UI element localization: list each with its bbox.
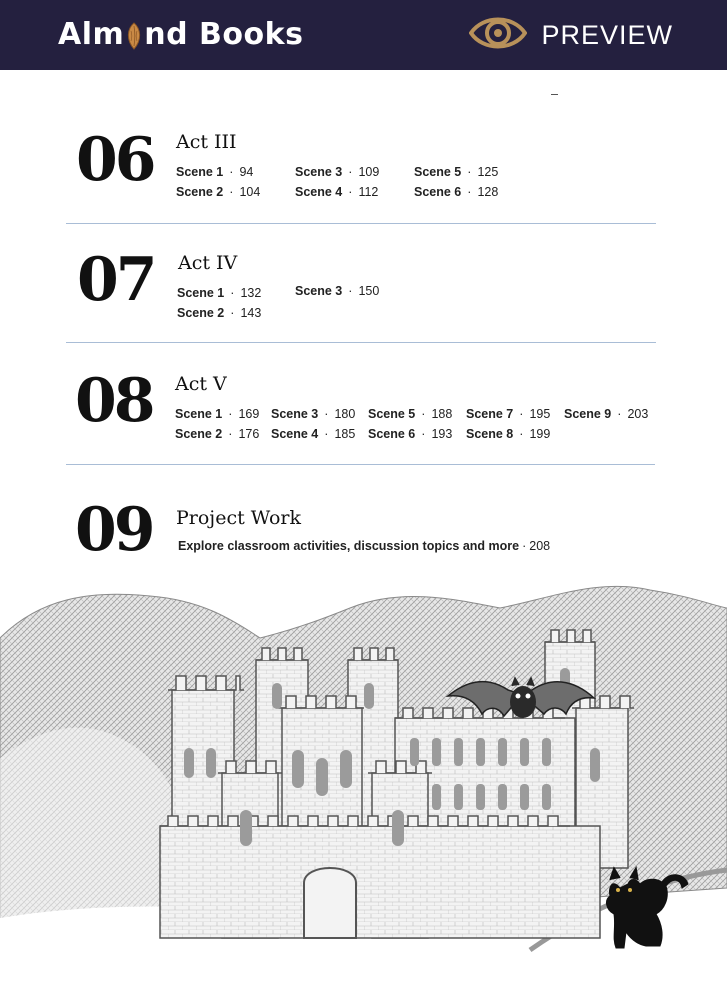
section-title[interactable]: Act IV xyxy=(178,252,238,274)
toc-entry[interactable]: Scene 2 · 104 xyxy=(176,185,261,199)
section-divider xyxy=(66,223,656,224)
entry-name: Scene 3 xyxy=(271,407,319,421)
section-number: 09 xyxy=(75,495,153,565)
entry-page: 94 xyxy=(239,165,254,179)
toc-entry[interactable]: Scene 5 · 125 xyxy=(414,165,499,179)
toc-entry[interactable]: Scene 5 · 188 xyxy=(368,407,453,421)
toc-entry[interactable]: Scene 6 · 128 xyxy=(414,185,499,199)
entry-page: 185 xyxy=(334,427,356,441)
entry-page: 199 xyxy=(529,427,551,441)
entry-name: Scene 6 xyxy=(414,185,462,199)
entry-name: Scene 2 xyxy=(177,306,225,320)
preview-badge[interactable] xyxy=(469,12,673,58)
preview-label: PREVIEW xyxy=(541,19,673,50)
toc-entry[interactable]: Scene 3 · 109 xyxy=(295,165,380,179)
toc-entry[interactable]: Scene 4 · 185 xyxy=(271,427,356,441)
toc-entry[interactable]: Scene 2 · 143 xyxy=(177,306,262,320)
toc-entry[interactable]: Scene 3 · 180 xyxy=(271,407,356,421)
entry-page: 150 xyxy=(358,284,380,298)
entry-name: Scene 4 xyxy=(271,427,319,441)
entry-description: Explore classroom activities, discussion topics and more xyxy=(178,539,520,553)
toc-entry[interactable]: Scene 9 · 203 xyxy=(564,407,649,421)
entry-name: Scene 1 xyxy=(177,286,225,300)
toc-entry[interactable]: Scene 8 · 199 xyxy=(466,427,551,441)
header-bar xyxy=(0,0,727,70)
brand-logo[interactable] xyxy=(58,14,303,54)
section-number: 08 xyxy=(75,366,153,436)
section-number: 07 xyxy=(77,245,155,315)
entry-name: Scene 7 xyxy=(466,407,514,421)
entry-name: Scene 9 xyxy=(564,407,612,421)
entry-page: 176 xyxy=(238,427,260,441)
toc-entry[interactable]: Scene 2 · 176 xyxy=(175,427,260,441)
toc-entry[interactable]: Scene 1 · 169 xyxy=(175,407,260,421)
toc-entry[interactable]: Scene 1 · 94 xyxy=(176,165,254,179)
entry-page: 112 xyxy=(358,185,379,199)
entry-name: Scene 2 xyxy=(175,427,223,441)
section-title[interactable]: Project Work xyxy=(176,507,302,529)
section-number: 06 xyxy=(76,125,154,195)
page-mark xyxy=(551,94,558,95)
entry-page: 203 xyxy=(627,407,649,421)
entry-name: Scene 5 xyxy=(368,407,416,421)
entry-page: 104 xyxy=(239,185,261,199)
entry-page: 188 xyxy=(431,407,453,421)
section-divider xyxy=(66,464,655,465)
brand-suffix: nd Books xyxy=(144,16,304,52)
castle-illustration xyxy=(0,578,727,1000)
section-divider xyxy=(66,342,656,343)
section-title[interactable]: Act III xyxy=(176,131,237,153)
entry-name: Scene 1 xyxy=(176,165,224,179)
entry-page: 128 xyxy=(477,185,499,199)
entry-name: Scene 4 xyxy=(295,185,343,199)
entry-page: 193 xyxy=(431,427,453,441)
entry-page: 169 xyxy=(238,407,260,421)
toc-entry[interactable]: Scene 4 · 112 xyxy=(295,185,379,199)
toc-entry[interactable]: Scene 7 · 195 xyxy=(466,407,551,421)
entry-page: 208 xyxy=(529,539,551,553)
entry-page: 143 xyxy=(240,306,262,320)
eye-icon xyxy=(469,10,527,60)
section-title[interactable]: Act V xyxy=(175,373,227,395)
entry-page: 132 xyxy=(240,286,262,300)
entry-name: Scene 3 xyxy=(295,165,343,179)
entry-page: 195 xyxy=(529,407,551,421)
toc-entry[interactable]: Scene 3 · 150 xyxy=(295,284,380,298)
entry-name: Scene 3 xyxy=(295,284,343,298)
entry-page: 109 xyxy=(358,165,380,179)
entry-name: Scene 1 xyxy=(175,407,223,421)
entry-name: Scene 8 xyxy=(466,427,514,441)
toc-entry[interactable]: Explore classroom activities, discussion topics and more · 208 xyxy=(178,539,551,553)
entry-page: 125 xyxy=(477,165,499,179)
toc-entry[interactable]: Scene 6 · 193 xyxy=(368,427,453,441)
brand-prefix: Alm xyxy=(58,16,125,52)
entry-name: Scene 6 xyxy=(368,427,416,441)
almond-icon xyxy=(125,22,143,50)
toc-entry[interactable]: Scene 1 · 132 xyxy=(177,286,262,300)
entry-page: 180 xyxy=(334,407,356,421)
entry-name: Scene 5 xyxy=(414,165,462,179)
entry-name: Scene 2 xyxy=(176,185,224,199)
